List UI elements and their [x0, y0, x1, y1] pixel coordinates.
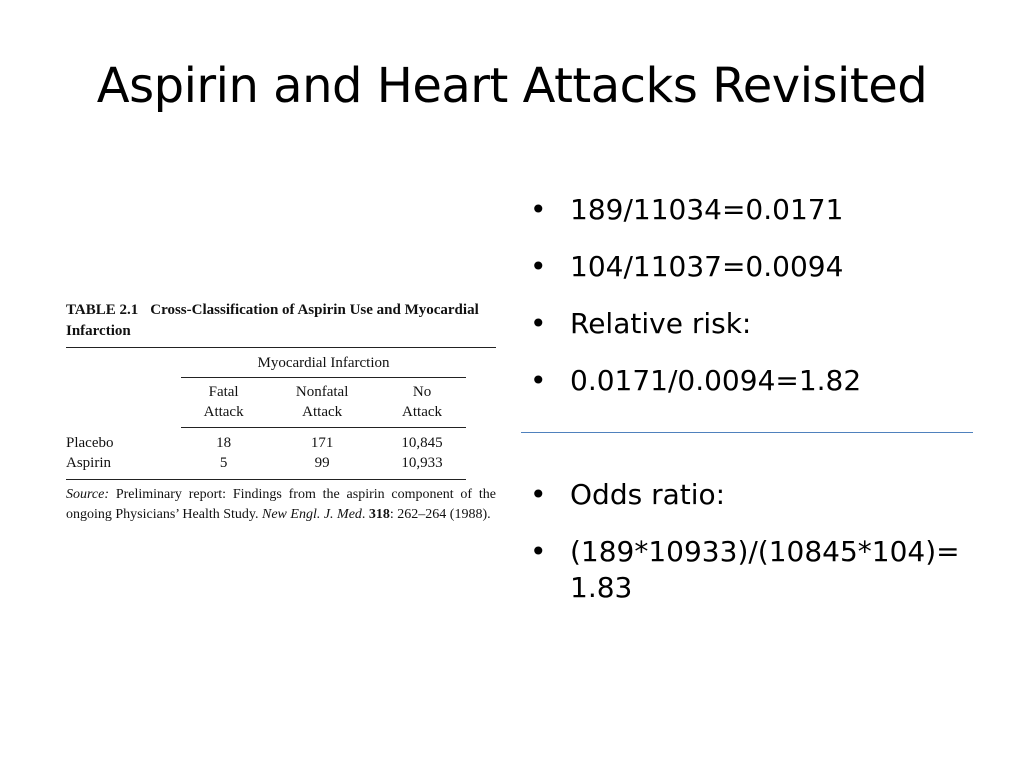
- column-header-line: Fatal: [208, 384, 239, 400]
- column-header-line: No: [412, 384, 432, 400]
- bullet-item: [530, 363, 970, 399]
- column-header-line: Nonfatal: [295, 384, 349, 400]
- column-header-line: Attack: [402, 404, 443, 420]
- bullet-list-top: [530, 192, 970, 420]
- bullet-dot-icon: •: [530, 250, 547, 283]
- column-header-line: Attack: [302, 404, 343, 420]
- bullet-dot-icon: •: [530, 307, 547, 340]
- column-header: [378, 378, 466, 428]
- bullet-text: Relative risk:: [570, 307, 752, 340]
- bullet-dot-icon: •: [530, 535, 547, 568]
- bullet-text: 0.0171/0.0094=1.82: [570, 364, 862, 397]
- table-cell: 99: [266, 453, 378, 480]
- bullet-item: [530, 306, 970, 342]
- source-text: Preliminary report: Findings from the aspirin component of the ongoing Physicians’ Health Study.: [66, 487, 496, 522]
- table-cell: 10,845: [401, 435, 443, 451]
- source-prefix: Source:: [66, 487, 110, 502]
- bullet-dot-icon: •: [530, 364, 547, 397]
- bullet-list-bottom: [530, 477, 970, 627]
- table-cell: 171: [310, 435, 334, 451]
- bullet-text: Odds ratio:: [570, 478, 726, 511]
- data-table: [66, 348, 466, 480]
- bullet-text: 189/11034=0.0171: [570, 193, 844, 226]
- table-number: TABLE 2.1: [66, 302, 139, 318]
- bullet-text: (189*10933)/(10845*104)=1.83: [570, 535, 960, 604]
- bullet-item: [530, 249, 970, 285]
- table-cell: 5: [181, 453, 266, 480]
- column-header: [266, 378, 378, 428]
- source-journal: New Engl. J. Med: [262, 507, 362, 522]
- column-header: [181, 378, 266, 428]
- group-header: Myocardial Infarction: [181, 348, 466, 378]
- bullet-dot-icon: •: [530, 193, 547, 226]
- slide-title: Aspirin and Heart Attacks Revisited: [96, 58, 928, 114]
- table-source-note: [66, 485, 496, 525]
- bullet-dot-icon: •: [530, 478, 547, 511]
- bullet-item: [530, 477, 970, 513]
- table-row: [66, 428, 466, 454]
- table-caption-text: Cross-Classification of Aspirin Use and Myocardial Infarction: [66, 302, 479, 339]
- table-cell: 18: [216, 435, 232, 451]
- bullet-item: [530, 192, 970, 228]
- source-period: .: [361, 507, 369, 522]
- table-row: [66, 453, 466, 480]
- row-label: Aspirin: [66, 453, 181, 480]
- column-header-line: Attack: [203, 404, 244, 420]
- source-pages: : 262–264 (1988).: [389, 507, 491, 522]
- bullet-item: [530, 534, 970, 606]
- table-cell: 10,933: [378, 453, 466, 480]
- section-divider: [521, 432, 973, 433]
- table-figure: [66, 300, 496, 525]
- source-volume: 318: [368, 507, 390, 522]
- table-caption: [66, 300, 496, 342]
- row-label: Placebo: [66, 434, 114, 451]
- bullet-text: 104/11037=0.0094: [570, 250, 844, 283]
